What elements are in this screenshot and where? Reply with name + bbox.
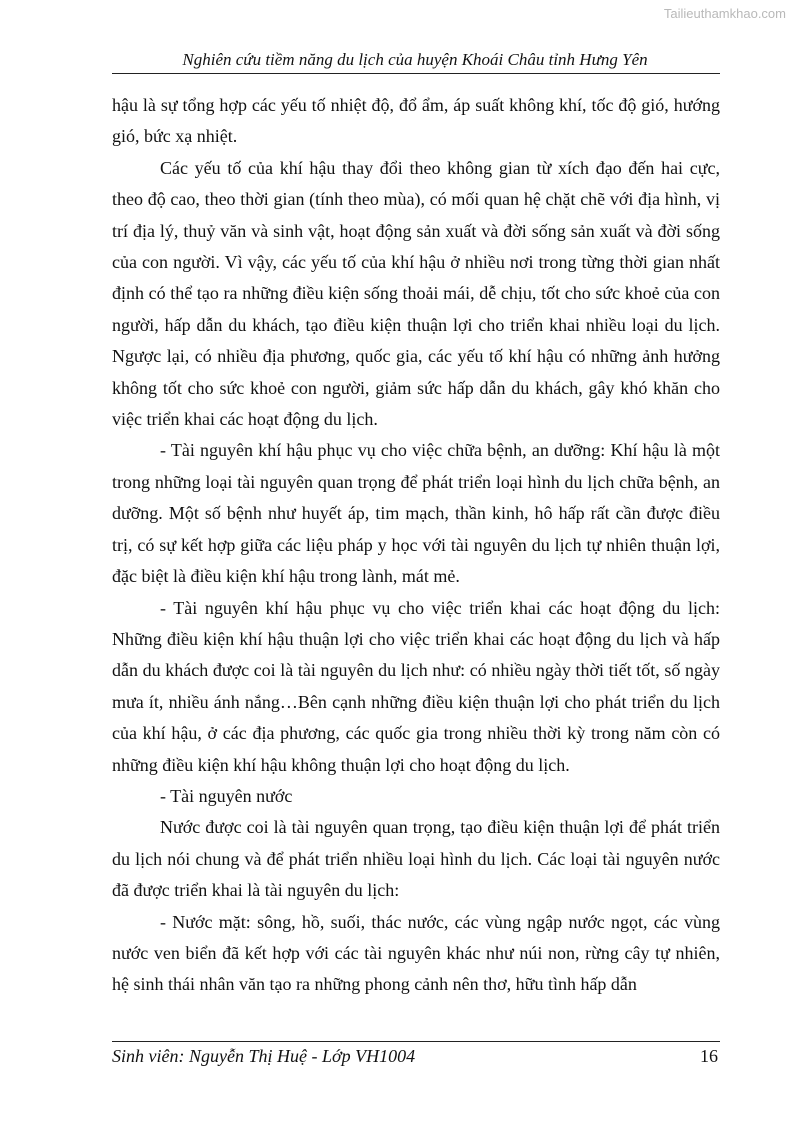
page-header-title: Nghiên cứu tiềm năng du lịch của huyện Khoái Châu tỉnh Hưng Yên — [182, 50, 648, 69]
paragraph: - Tài nguyên nước — [160, 785, 293, 806]
page-number: 16 — [700, 1046, 718, 1066]
paragraph: - Tài nguyên khí hậu phục vụ cho việc triển khai các hoạt động du lịch: Những điều kiện khí hậu thuận lợi cho việc triển khai các hoạt động du lịch và hấp dẫn du khách được coi là tài nguyên du lịch như: có nhiều ngày thời tiết tốt, số ngày mưa ít, nhiều ánh nắng…Bên cạnh những điều kiện thuận lợi cho phát triển du lịch của khí hậu, ở các địa phương, các quốc gia trong nhiều thời kỳ trong năm còn có những điều kiện khí hậu không thuận lợi cho hoạt động du lịch. — [112, 597, 720, 775]
paragraph: - Tài nguyên khí hậu phục vụ cho việc chữa bệnh, an dưỡng: Khí hậu là một trong những loại tài nguyên quan trọng để phát triển loại hình du lịch chữa bệnh, an dưỡng. Một số bệnh như huyết áp, tim mạch, thần kinh, hô hấp rất cần được điều trị, có sự kết hợp giữa các liệu pháp y học với tài nguyên du lịch tự nhiên thuận lợi, đặc biệt là điều kiện khí hậu trong lành, mát mẻ. — [112, 440, 720, 587]
paragraph: - Nước mặt: sông, hồ, suối, thác nước, các vùng ngập nước ngọt, các vùng nước ven biển đã kết hợp với các tài nguyên khác như núi non, rừng cây tự nhiên, hệ sinh thái nhân văn tạo ra những phong cảnh nên thơ, hữu tình hấp dẫn — [112, 911, 720, 995]
watermark: Tailieuthamkhao.com — [663, 6, 786, 21]
footer-student-info: Sinh viên: Nguyễn Thị Huệ - Lớp VH1004 — [112, 1046, 416, 1066]
footer-divider — [112, 1041, 720, 1042]
paragraph: Các yếu tố của khí hậu thay đổi theo không gian từ xích đạo đến hai cực, theo độ cao, theo thời gian (tính theo mùa), có mối quan hệ chặt chẽ với địa hình, vị trí địa lý, thuỷ văn và sinh vật, hoạt động sản xuất và đời sống sản xuất và đời sống của con người. Vì vậy, các yếu tố của khí hậu ở nhiều nơi trong từng thời gian nhất định có thể tạo ra những điều kiện sống thoải mái, dễ chịu, tốt cho sức khoẻ của con người, hấp dẫn du khách, tạo điều kiện thuận lợi cho triển khai nhiều loại du lịch. Ngược lại, có nhiều địa phương, quốc gia, các yếu tố khí hậu có những ảnh hưởng không tốt cho sức khoẻ con người, giảm sức hấp dẫn du khách, gây khó khăn cho việc triển khai các hoạt động du lịch. — [112, 157, 720, 430]
paragraph: hậu là sự tổng hợp các yếu tố nhiệt độ, đổ ẩm, áp suất không khí, tốc độ gió, hướng gió, bức xạ nhiệt. — [112, 95, 720, 147]
document-body — [112, 90, 720, 1001]
paragraph: Nước được coi là tài nguyên quan trọng, tạo điều kiện thuận lợi để phát triển du lịch nói chung và để phát triển nhiều loại hình du lịch. Các loại tài nguyên nước đã được triển khai là tài nguyên du lịch: — [112, 817, 720, 901]
header-divider — [112, 73, 720, 74]
